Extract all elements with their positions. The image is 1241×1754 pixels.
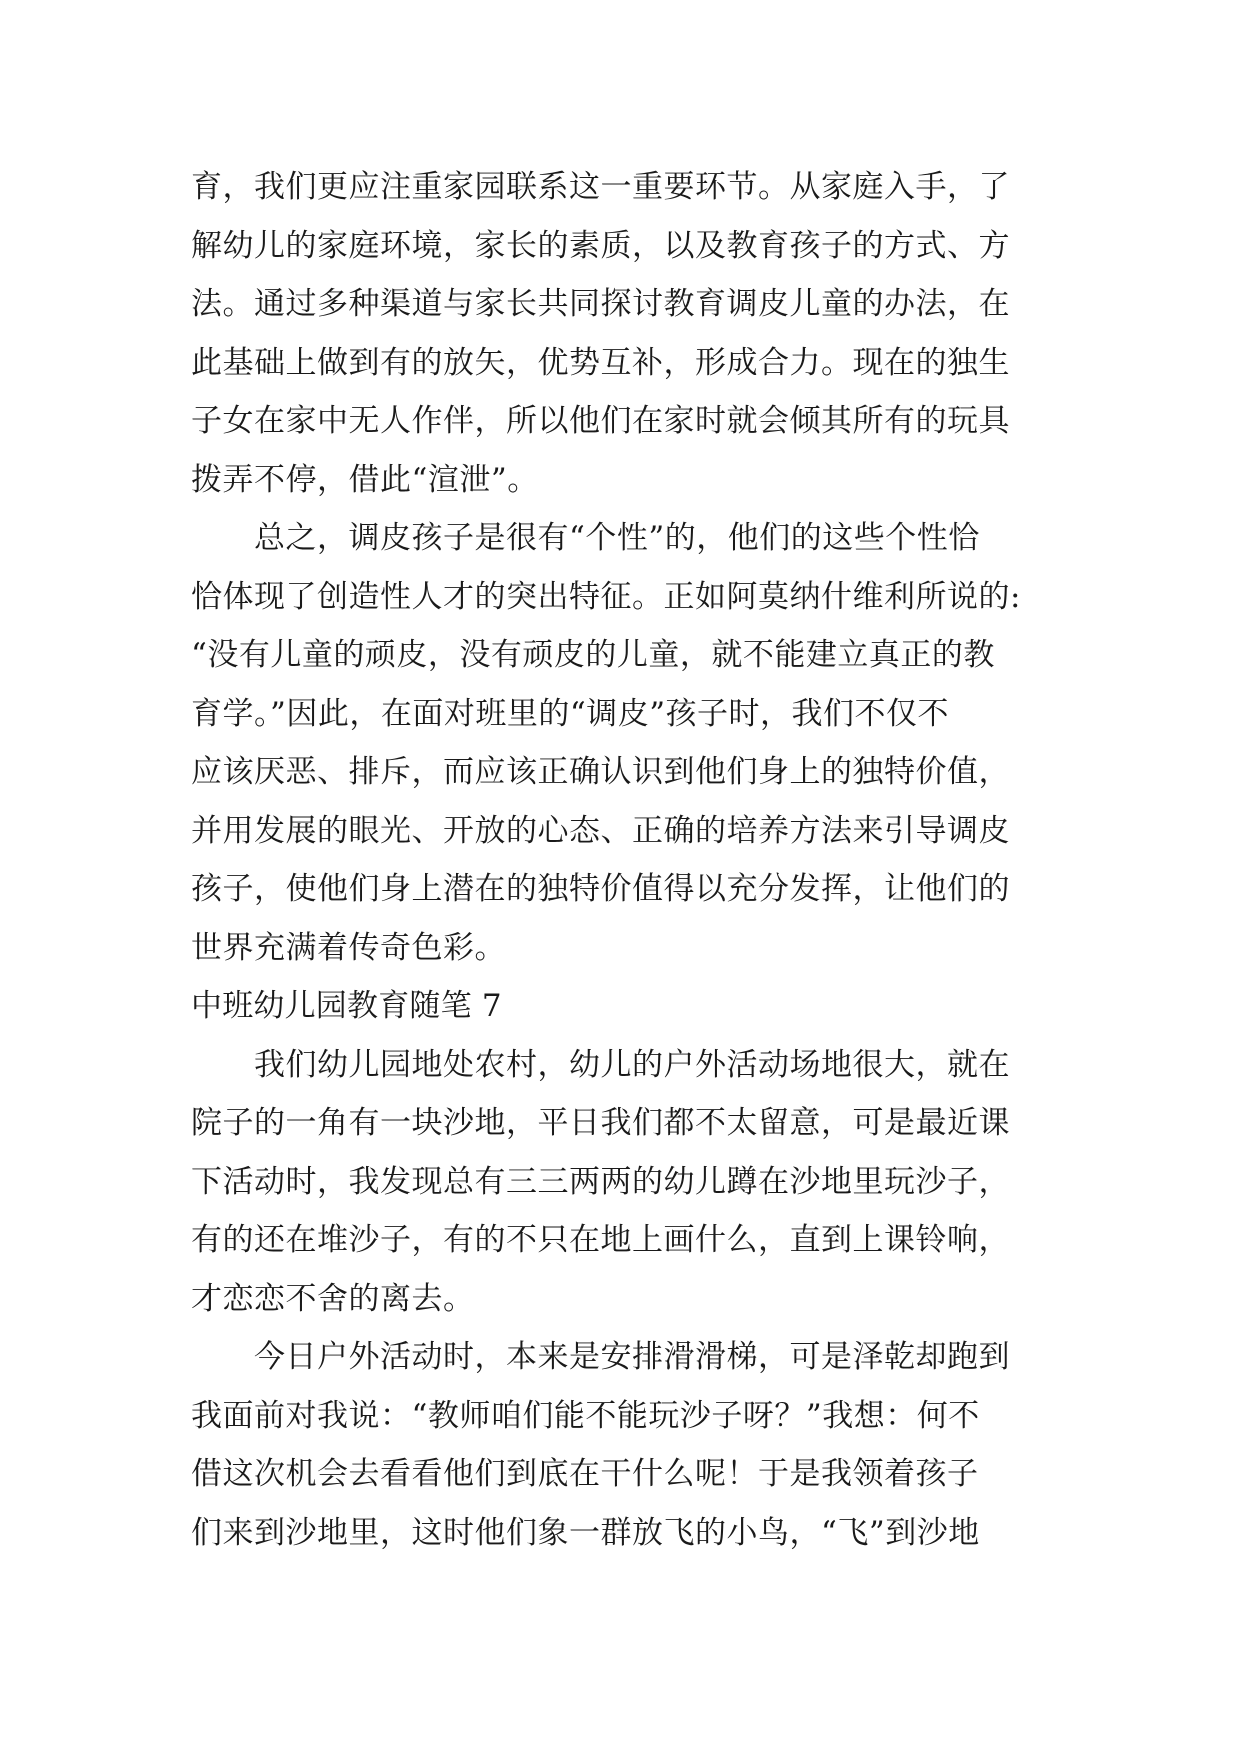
text-line: 此基础上做到有的放矢，优势互补，形成合力。现在的独生 [191,344,1010,381]
text-line: 法。通过多种渠道与家长共同探讨教育调皮儿童的办法，在 [191,286,1010,322]
text-line: 解幼儿的家庭环境，家长的素质，以及教育孩子的方式、方 [191,227,1010,264]
text-line: 并用发展的眼光、开放的心态、正确的培养方法来引导调皮 [191,812,1010,849]
paragraph-2 [191,509,1061,977]
text-line: 拨弄不停，借此“渲泄”。 [191,461,539,498]
text-line: “没有儿童的顽皮，没有顽皮的儿童，就不能建立真正的教 [191,637,995,673]
text-line: 孩子，使他们身上潜在的独特价值得以充分发挥，让他们的 [191,871,1010,907]
text-line: 院子的一角有一块沙地，平日我们都不太留意，可是最近课 [191,1105,1010,1141]
paragraph-4 [191,1328,1061,1562]
document-body [191,158,1061,1562]
text-line: 我面前对我说：“教师咱们能不能玩沙子呀？”我想：何不 [191,1397,980,1434]
text-line: 有的还在堆沙子，有的不只在地上画什么，直到上课铃响， [191,1222,1010,1258]
text-line: 恰体现了创造性人才的突出特征。正如阿莫纳什维利所说的: [191,578,1021,615]
paragraph-3 [191,1036,1061,1329]
text-line: 我们幼儿园地处农村，幼儿的户外活动场地很大，就在 [191,1046,1010,1083]
text-line: 借这次机会去看看他们到底在干什么呢！于是我领着孩子 [191,1456,979,1492]
text-line: 世界充满着传奇色彩。 [191,929,506,966]
paragraph-1 [191,158,1061,509]
text-line: 应该厌恶、排斥，而应该正确认识到他们身上的独特价值， [191,754,1010,790]
text-line: 今日户外活动时，本来是安排滑滑梯，可是泽乾却跑到 [191,1339,1010,1375]
section-heading: 中班幼儿园教育随笔 7 [191,988,502,1024]
text-line: 育学。”因此，在面对班里的“调皮”孩子时，我们不仅不 [191,695,950,732]
text-line: 们来到沙地里，这时他们象一群放飞的小鸟，“飞”到沙地 [191,1514,980,1551]
text-line: 下活动时，我发现总有三三两两的幼儿蹲在沙地里玩沙子， [191,1163,1010,1200]
text-line: 才恋恋不舍的离去。 [191,1280,475,1317]
text-line: 总之，调皮孩子是很有“个性”的，他们的这些个性恰 [191,520,980,556]
text-line: 育，我们更应注重家园联系这一重要环节。从家庭入手，了 [191,169,1010,205]
text-line: 子女在家中无人作伴，所以他们在家时就会倾其所有的玩具 [191,403,1010,439]
